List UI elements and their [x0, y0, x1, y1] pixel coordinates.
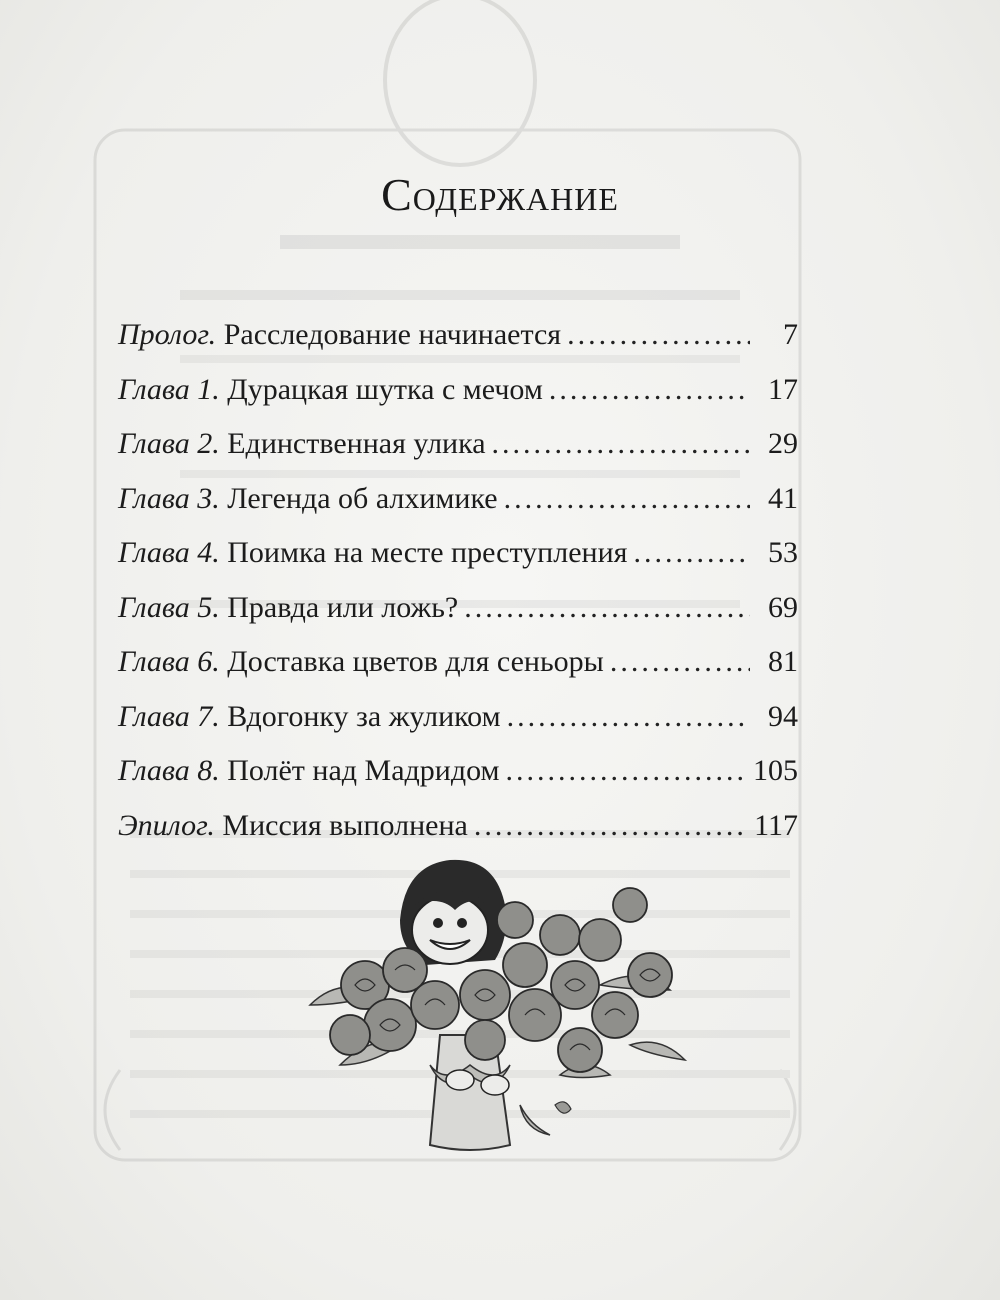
toc-entry-label: Эпилог. — [118, 808, 215, 842]
toc-entry-label: Пролог. — [118, 318, 217, 351]
toc-entry-page: 17 — [768, 372, 798, 406]
toc-entry — [118, 645, 798, 700]
toc-entry-page: 94 — [768, 699, 798, 733]
toc-entry-title: Расследование начинается — [223, 318, 562, 351]
toc-entry-title: Единственная улика — [227, 427, 486, 460]
toc-entry — [118, 591, 798, 646]
toc-entry-label: Глава 8. — [118, 754, 220, 787]
toc-entry-title: Вдогонку за жуликом — [227, 699, 501, 733]
toc-entry-label: Глава 1. — [118, 372, 220, 406]
toc-leader-dots — [610, 645, 750, 679]
table-of-contents — [118, 318, 798, 863]
toc-entry — [118, 373, 798, 428]
toc-entry-page: 41 — [768, 481, 798, 515]
toc-entry-title: Миссия выполнена — [222, 808, 468, 842]
toc-leader-dots — [504, 482, 750, 516]
toc-entry-title: Правда или ложь? — [227, 590, 459, 624]
toc-entry-page: 53 — [768, 536, 798, 569]
toc-leader-dots — [492, 427, 750, 461]
girl-head — [400, 860, 506, 965]
toc-entry-page: 105 — [753, 754, 798, 787]
toc-entry-label: Глава 7. — [118, 699, 220, 733]
toc-entry-page: 81 — [768, 645, 798, 678]
page-title: Содержание — [381, 169, 619, 220]
toc-leader-dots — [549, 373, 750, 407]
toc-entry-page: 7 — [783, 318, 798, 351]
toc-leader-dots — [464, 591, 750, 625]
toc-entry-label: Глава 3. — [118, 481, 220, 515]
toc-entry-title: Легенда об алхимике — [227, 481, 498, 515]
toc-entry — [118, 700, 798, 755]
toc-entry-title: Дурацкая шутка с мечом — [227, 372, 543, 406]
toc-leader-dots — [567, 318, 750, 352]
toc-entry — [118, 754, 798, 809]
toc-entry-title: Полёт над Мадридом — [227, 754, 500, 787]
toc-entry — [118, 427, 798, 482]
toc-entry-label: Глава 2. — [118, 427, 220, 460]
toc-leader-dots — [507, 700, 750, 734]
toc-entry — [118, 536, 798, 591]
toc-entry-page: 29 — [768, 427, 798, 460]
toc-entry-title: Поимка на месте преступления — [227, 536, 628, 569]
toc-entry-label: Глава 4. — [118, 536, 220, 569]
toc-entry-page: 69 — [768, 590, 798, 624]
toc-entry — [118, 318, 798, 373]
toc-entry-title: Доставка цветов для сеньоры — [227, 645, 604, 678]
toc-leader-dots — [506, 754, 745, 788]
toc-leader-dots — [633, 536, 750, 570]
toc-entry — [118, 482, 798, 537]
toc-entry-label: Глава 6. — [118, 645, 220, 678]
toc-entry-label: Глава 5. — [118, 590, 220, 624]
toc-entry-page: 117 — [754, 808, 798, 842]
flower-bouquet-girl-icon — [270, 835, 730, 1155]
